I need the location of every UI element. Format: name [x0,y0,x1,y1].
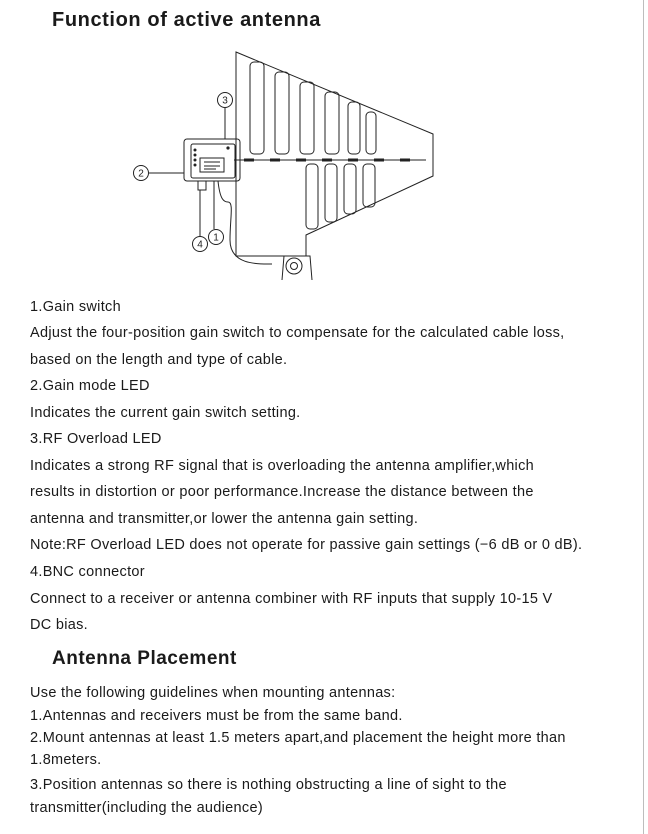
upper-element-5 [348,102,360,154]
lower-element-2 [325,164,337,222]
rf-overload-note: Note:RF Overload LED does not operate for passive gain settings (−6 dB or 0 dB). [30,537,583,553]
rf-overload-desc-1: Indicates a strong RF signal that is overloading the antenna amplifier,which [30,458,534,474]
callout-2-label: 2 [138,168,144,180]
placement-item-3-cont: transmitter(including the audience) [30,800,263,816]
upper-element-1 [250,62,264,154]
gain-led-2 [194,154,197,157]
callout-3-label: 3 [222,95,228,107]
placement-item-2-cont: 1.8meters. [30,752,102,768]
bnc-desc-1: Connect to a receiver or antenna combiner with RF inputs that supply 10-15 V [30,591,553,607]
lower-element-3 [344,164,356,214]
gain-switch-desc-2: based on the length and type of cable. [30,352,288,368]
upper-element-6 [366,112,376,154]
gain-led-3 [194,159,197,162]
placement-intro: Use the following guidelines when mounting antennas: [30,685,396,701]
lower-element-4 [363,164,375,207]
rf-overload-desc-2: results in distortion or poor performance.Increase the distance between the [30,484,534,500]
bnc-connector [198,181,206,190]
rf-overload-led [226,146,229,149]
gain-switch-panel [200,158,224,172]
gain-led-1 [194,149,197,152]
placement-item-1: 1.Antennas and receivers must be from the same band. [30,708,403,724]
upper-element-4 [325,92,339,154]
gain-led-4 [194,164,197,167]
gain-led-heading: 2.Gain mode LED [30,378,150,394]
callout-1-label: 1 [213,232,219,244]
upper-element-2 [275,72,289,154]
page-border [643,0,644,834]
rf-overload-desc-3: antenna and transmitter,or lower the antenna gain setting. [30,511,419,527]
section-title-placement: Antenna Placement [52,648,237,669]
upper-element-3 [300,82,314,154]
gain-led-desc-1: Indicates the current gain switch setting. [30,405,301,421]
mount-hole [286,258,302,274]
placement-item-2: 2.Mount antennas at least 1.5 meters apart,and placement the height more than [30,730,566,746]
amplifier-housing [184,139,240,181]
callout-4-label: 4 [197,239,203,251]
antenna-cable [218,181,272,264]
gain-switch-heading: 1.Gain switch [30,299,121,315]
active-antenna-diagram [120,40,450,304]
placement-item-3: 3.Position antennas so there is nothing obstructing a line of sight to the [30,777,507,793]
bnc-heading: 4.BNC connector [30,564,145,580]
gain-switch-desc-1: Adjust the four-position gain switch to compensate for the calculated cable loss, [30,325,565,341]
lower-element-1 [306,164,318,229]
bnc-desc-2: DC bias. [30,617,88,633]
section-title-function: Function of active antenna [52,9,321,31]
rf-overload-heading: 3.RF Overload LED [30,431,162,447]
